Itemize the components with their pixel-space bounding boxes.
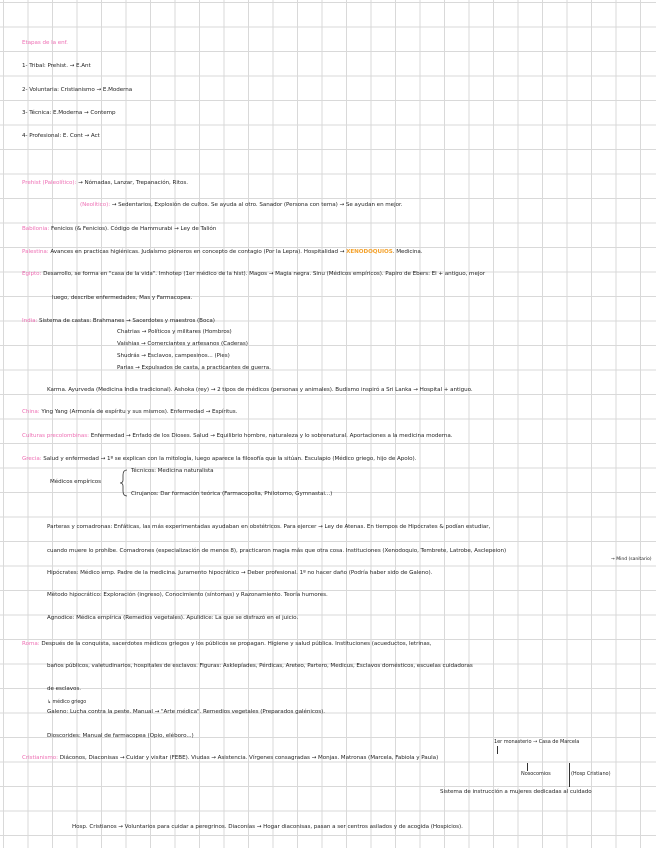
- prehist-line: [22, 180, 188, 187]
- neolitico-text: → Sedentarios, Explosión de cultos. Se ayuda al otro. Sanador (Persona con tema) → Se ayudan en mejor.: [111, 202, 403, 208]
- prehist-text: → Nómadas, Lanzar, Trepanación, Ritos.: [78, 180, 188, 186]
- babilonia-label: Babilonia:: [22, 226, 50, 232]
- roma-line-3: de esclavos.: [47, 686, 82, 692]
- medicos-empiricos-label: Médicos empíricos: [50, 479, 101, 485]
- palestina-text: Avances en practicas higiénicas. Judaísmo pioneros en concepto de contagio (Por la Lepra). Hospitalidad →: [50, 249, 345, 255]
- caste-item: Brahmanes → Sacerdotes y maestros (Boca): [92, 318, 215, 324]
- hosp-cristianos-line: Hosp. Cristianos → Voluntarios para cuidar a peregrinos. Diaconías → Hogar diaconisas, pasan a ser centros asilados y de acogida (Hospicios).: [72, 824, 463, 830]
- cristianismo-text: Diáconos, Diaconisas → Cuidar y visitar (FEBE). Viudas → Asistencia. Vírgenes consagradas → Monjas. Matronas (Marcela, Fabiola y Paula): [59, 755, 439, 761]
- egipto-text: Desarrollo, se forma en "casa de la vida". Imhotep (1er médico de la hist). Magos → Magia negra. Sinu (Médicos empíricos). Papiro de Ebers: El + antiguo, mejor: [43, 271, 485, 277]
- xenodoquios-highlight: XENODOQUIOS: [346, 249, 393, 255]
- palestina-label: Palestina:: [22, 249, 49, 255]
- precolombinas-label: Culturas precolombinas:: [22, 433, 89, 439]
- grecia-label: Grecia:: [22, 456, 42, 462]
- stage-item: 4- Profesional: E. Cont → Act: [22, 133, 100, 139]
- karma-line: Karma. Ayurveda (Medicina India tradicional). Ashoka (rey) → 2 tipos de médicos (personas y animales). Budismo inspiró a Sri Lanka → Hospital + antiguo.: [47, 387, 473, 393]
- castes-intro: Sistema de castas:: [39, 318, 92, 324]
- page-title: Etapas de la enf.: [22, 40, 68, 46]
- mind-note: → Mind (sanitario): [611, 557, 652, 562]
- tecnicos-line: Técnicos: Medicina naturalista: [131, 468, 214, 474]
- stage-item: 2- Voluntaria: Cristianismo → E.Moderna: [22, 87, 133, 93]
- caste-item: Shudrás → Esclavos, campesinos... (Pies): [117, 353, 230, 359]
- roma-text: Después de la conquista, sacerdotes médicos griegos y los públicos se propagan. Higiene y salud pública. Instituciones (acueductos, letrinas,: [41, 641, 432, 647]
- precolombinas-line: [22, 433, 453, 440]
- caste-item: Vaishias → Comerciantes y artesanos (Caderas): [117, 341, 248, 347]
- sistema-note: Sistema de instrucción a mujeres dedicadas al cuidado: [440, 789, 592, 795]
- cristianismo-line: [22, 755, 438, 762]
- cristianismo-label: Cristianismo:: [22, 755, 58, 761]
- egipto-label: Egipto:: [22, 271, 42, 277]
- china-text: Ying Yang (Armonía de espíritu y sus mismos). Enfermedad → Espíritus.: [41, 409, 238, 415]
- prehist-label: Prehist (Paleolítico):: [22, 180, 77, 186]
- parteras-line: Parteras y comadronas: Enfáticas, las más experimentadas ayudaban en obstétricos. Para ejercer → Ley de Atenas. En tiempos de Hipócrates & podían estudiar,: [47, 524, 491, 530]
- egipto-line-2: luego, describe enfermedades, Mas y Farmacopea.: [52, 295, 193, 301]
- dioscorides-line: Dioscorides: Manual de farmacopea (Opio, eléboro...): [47, 733, 194, 739]
- nosocomios-note: Nosocomios: [521, 771, 551, 777]
- palestina-line: [22, 249, 423, 256]
- india-line: [22, 318, 215, 325]
- palestina-text-end: . Medicina.: [392, 249, 423, 255]
- arrow-connector: [497, 746, 498, 754]
- grecia-text: Salud y enfermedad → 1º se explican con la mitología, luego aparece la filosofía que la sitúan. Esculapio (Médico griego, hijo de Apolo).: [43, 456, 417, 462]
- stage-item: 3- Técnica: E.Moderna → Contemp: [22, 110, 116, 116]
- caste-item: Chatrias → Políticos y militares (Hombros): [117, 329, 232, 335]
- grecia-line: [22, 456, 416, 463]
- cirujanos-line: Cirujanos: Dar formación teórica (Farmacopolia, Philotomo, Gymnastai...): [131, 491, 333, 497]
- galeno-note: ↳ médico griego: [47, 700, 87, 705]
- roma-line-2: baños públicos, valetudinarios, hospitales de esclavos. Figuras: Asklepíades, Pérdicas, Areteo, Partero, Medicus, Esclavos domésticos, escuelas cuidadoras: [47, 663, 473, 669]
- caste-item: Parias → Expulsados de casta, a practicantes de guerra.: [117, 365, 271, 371]
- roma-line: [22, 641, 431, 648]
- arrow-connector: [569, 763, 570, 787]
- brace-icon: [120, 469, 128, 497]
- stage-item: 1- Tribal: Prehist. → E.Ant: [22, 63, 91, 69]
- monasterio-note: 1er monasterio → Casa de Marcela: [494, 739, 580, 745]
- galeno-line: Galeno: Lucha contra la peste. Manual → "Arte médica". Remedios vegetales (Preparados galénicos).: [47, 709, 325, 715]
- egipto-line: [22, 271, 485, 278]
- metodo-line: Método hipocrático: Exploración (ingreso), Conocimiento (síntomas) y Razonamiento. Teoría humores.: [47, 592, 328, 598]
- china-line: [22, 409, 237, 416]
- precolombinas-text: Enfermedad → Enfado de los Dioses. Salud → Equilibrio hombre, naturaleza y lo sobrenatural. Aportaciones a la medicina moderna.: [90, 433, 453, 439]
- hipocrates-line: Hipócrates: Médico emp. Padre de la medicina. Juramento hipocrático → Deber profesional. 1º no hacer daño (Podría haber sido de Galeno).: [47, 570, 433, 576]
- arrow-connector: [527, 763, 528, 771]
- hosp-cristiano-note: (Hosp Cristiano): [571, 771, 611, 777]
- neolitico-label: (Neolítico):: [80, 202, 111, 208]
- neolitico-line: [80, 202, 402, 209]
- babilonia-line: [22, 226, 216, 233]
- babilonia-text: Fenicios (& Fenicios). Código de Hammurabi → Ley de Talión: [51, 226, 217, 232]
- cuando-line: cuando muere lo prohíbe. Comadrones (especialización de menos 8), practicaron magia más que otra cosa. Instituciones (Xenodoquio, Tembrete, Latrobe, Asclepeion): [47, 548, 507, 554]
- roma-label: Roma:: [22, 641, 40, 647]
- china-label: China:: [22, 409, 40, 415]
- agnodice-line: Agnodice: Médica empírica (Remedios vegetales). Apulidice: La que se disfrazó en el juicio.: [47, 615, 299, 621]
- india-label: India:: [22, 318, 38, 324]
